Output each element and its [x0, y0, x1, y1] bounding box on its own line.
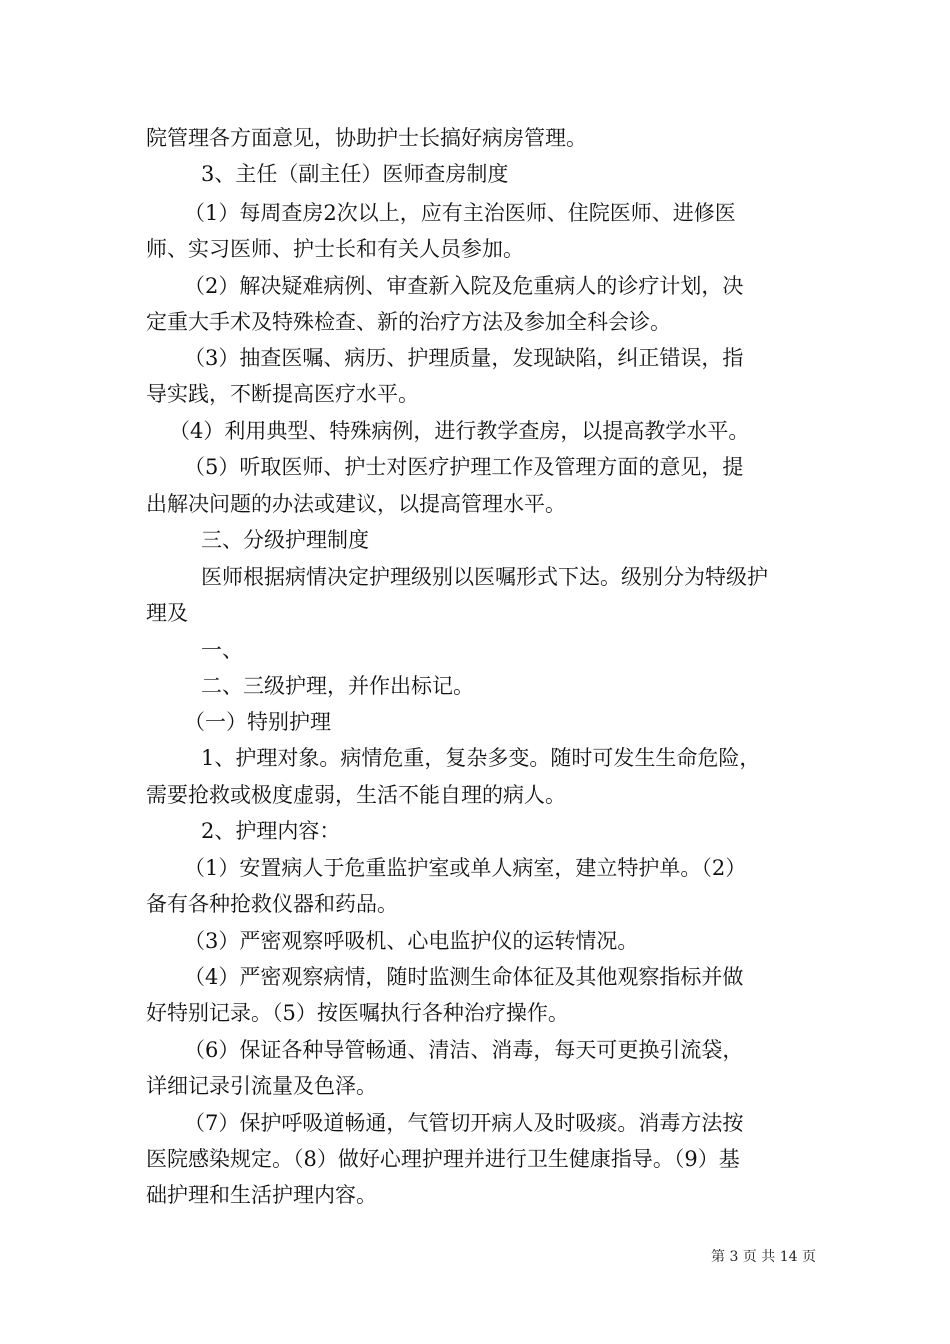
text-line: 详细记录引流量及色泽。	[146, 1074, 377, 1098]
text-line: 理及	[146, 601, 188, 625]
text-line: 院管理各方面意见，协助护士长搞好病房管理。	[146, 126, 587, 150]
text-line: 二、三级护理，并作出标记。	[201, 674, 474, 698]
text-line: （3）抽查医嘱、病历、护理质量，发现缺陷，纠正错误，指	[184, 346, 744, 370]
text-line: （6）保证各种导管畅通、清洁、消毒，每天可更换引流袋，	[184, 1038, 744, 1062]
text-line: 2、护理内容：	[201, 819, 341, 843]
text-line: （5）听取医师、护士对医疗护理工作及管理方面的意见，提	[184, 455, 744, 479]
text-line: （4）利用典型、特殊病例，进行教学查房，以提高教学水平。	[169, 419, 750, 443]
text-line: 导实践，不断提高医疗水平。	[146, 382, 419, 406]
text-line: （7）保护呼吸道畅通，气管切开病人及时吸痰。消毒方法按	[184, 1111, 744, 1135]
text-line: 一、	[201, 638, 243, 662]
text-line: 好特别记录。（5）按医嘱执行各种治疗操作。	[146, 1001, 569, 1025]
text-line: 医院感染规定。（8）做好心理护理并进行卫生健康指导。（9）基	[146, 1147, 740, 1171]
subsection-heading: （一）特别护理	[184, 710, 331, 734]
text-line: 础护理和生活护理内容。	[146, 1183, 377, 1207]
text-line: 出解决问题的办法或建议，以提高管理水平。	[146, 492, 566, 516]
text-line: 医师根据病情决定护理级别以医嘱形式下达。级别分为特级护	[201, 565, 768, 589]
section-heading: 3、主任（副主任）医师查房制度	[201, 162, 509, 186]
text-line: 定重大手术及特殊检查、新的治疗方法及参加全科会诊。	[146, 310, 671, 334]
text-line: （1）每周查房2次以上，应有主治医师、住院医师、进修医	[184, 201, 736, 225]
section-heading: 三、分级护理制度	[201, 528, 369, 552]
text-line: （1）安置病人于危重监护室或单人病室，建立特护单。（2）	[184, 856, 747, 880]
text-line: 师、实习医师、护士长和有关人员参加。	[146, 237, 524, 261]
text-line: （4）严密观察病情，随时监测生命体征及其他观察指标并做	[184, 965, 744, 989]
text-line: 1、护理对象。病情危重，复杂多变。随时可发生生命危险，	[201, 746, 761, 770]
text-line: （2）解决疑难病例、审查新入院及危重病人的诊疗计划，决	[184, 274, 744, 298]
text-line: 备有各种抢救仪器和药品。	[146, 892, 398, 916]
text-line: 需要抢救或极度虚弱，生活不能自理的病人。	[146, 783, 566, 807]
text-line: （3）严密观察呼吸机、心电监护仪的运转情况。	[184, 929, 639, 953]
page-number: 第 3 页 共 14 页	[711, 1249, 816, 1265]
